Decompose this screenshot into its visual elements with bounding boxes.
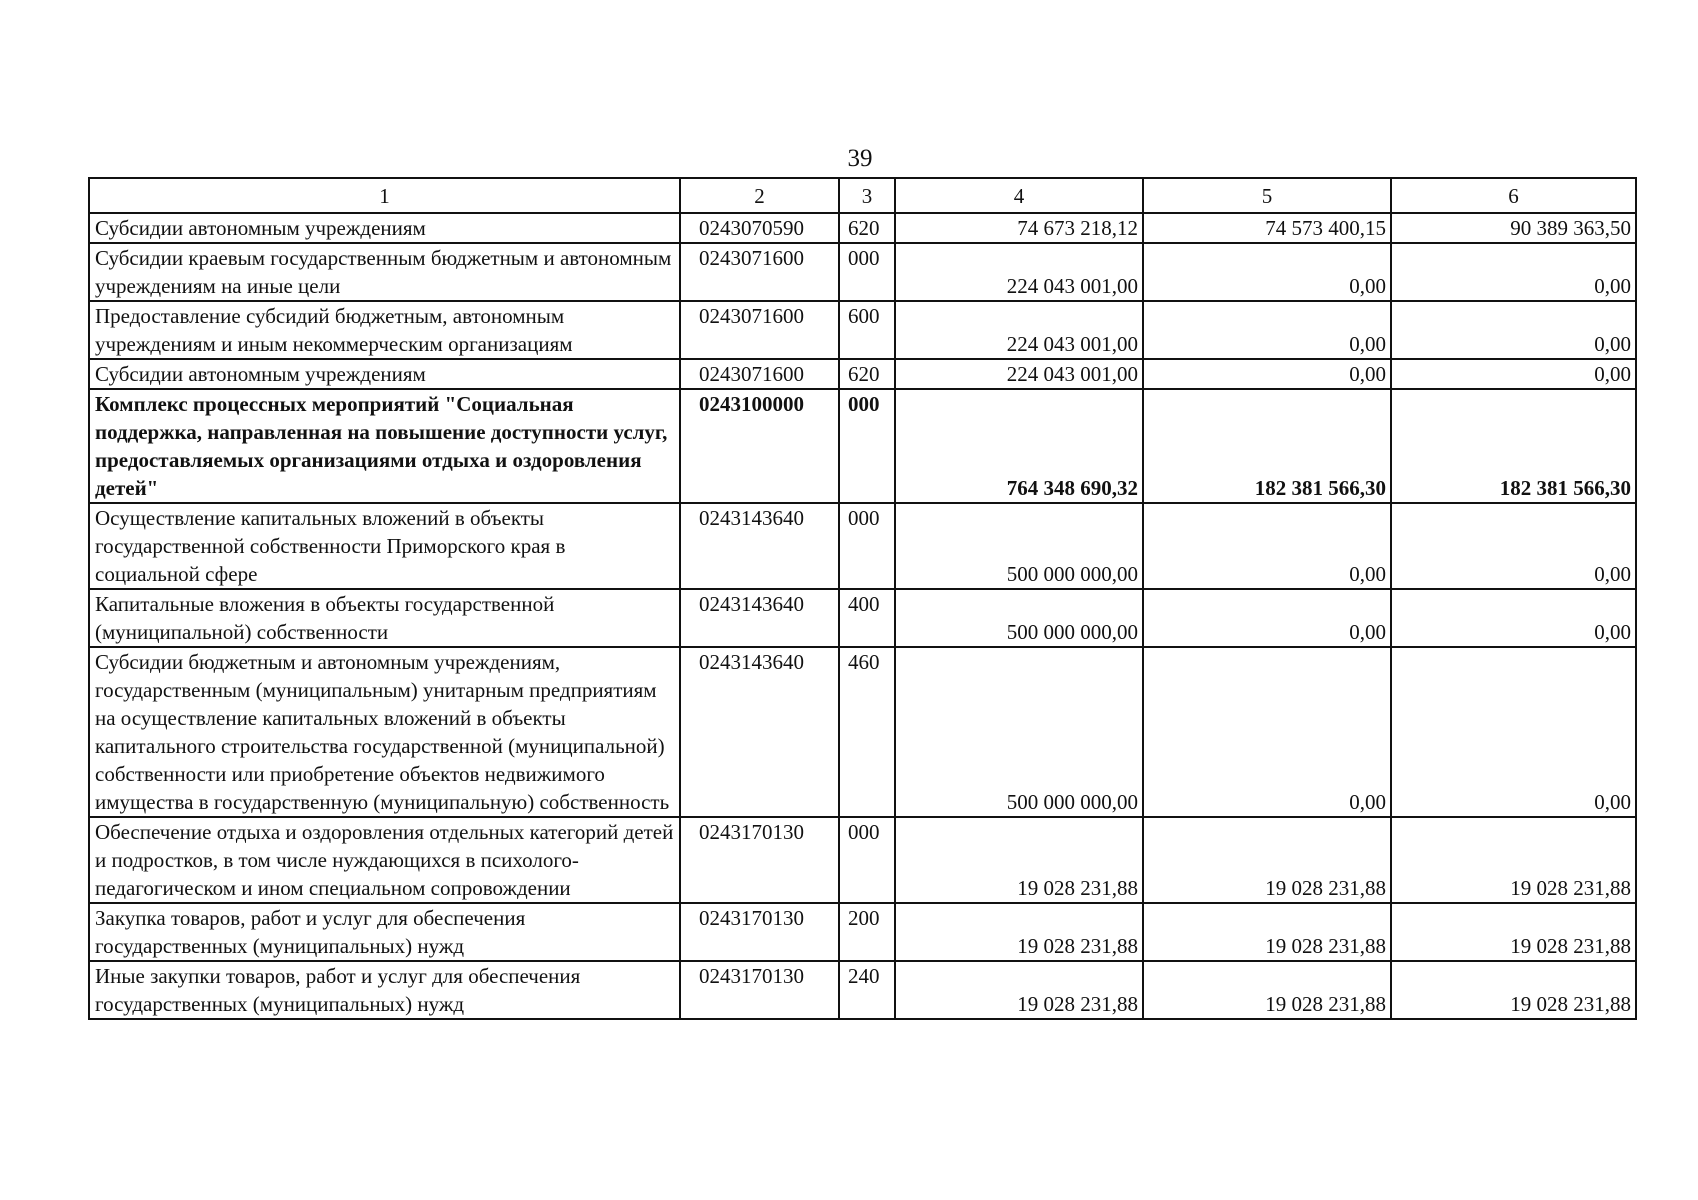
row-amount-col4: 500 000 000,00 xyxy=(895,503,1143,589)
row-expense-type-code: 620 xyxy=(839,359,895,389)
row-amount-col4: 19 028 231,88 xyxy=(895,903,1143,961)
table-row xyxy=(89,647,1636,817)
column-header-2: 2 xyxy=(680,178,839,213)
row-target-article-code: 0243071600 xyxy=(680,359,839,389)
row-amount-col5: 19 028 231,88 xyxy=(1143,961,1391,1019)
row-expense-type-code: 460 xyxy=(839,647,895,817)
table-row xyxy=(89,389,1636,503)
row-name: Капитальные вложения в объекты государственной (муниципальной) собственности xyxy=(89,589,680,647)
row-amount-col6: 19 028 231,88 xyxy=(1391,903,1636,961)
row-target-article-code: 0243070590 xyxy=(680,213,839,243)
row-target-article-code: 0243071600 xyxy=(680,243,839,301)
table-row xyxy=(89,359,1636,389)
row-target-article-code: 0243170130 xyxy=(680,903,839,961)
row-amount-col4: 224 043 001,00 xyxy=(895,243,1143,301)
table-row xyxy=(89,503,1636,589)
row-amount-col6: 0,00 xyxy=(1391,243,1636,301)
row-amount-col6: 19 028 231,88 xyxy=(1391,961,1636,1019)
row-expense-type-code: 240 xyxy=(839,961,895,1019)
row-name: Субсидии бюджетным и автономным учреждениям, государственным (муниципальным) унитарным предприятиям на осуществление капитальных вложений в объекты капитального строительства государственной (муниципальной) собственности или приобретение объектов недвижимого имущества в государственную (муниципальную) собственность xyxy=(89,647,680,817)
row-expense-type-code: 000 xyxy=(839,243,895,301)
row-amount-col6: 19 028 231,88 xyxy=(1391,817,1636,903)
row-name: Субсидии краевым государственным бюджетным и автономным учреждениям на иные цели xyxy=(89,243,680,301)
table-row xyxy=(89,243,1636,301)
column-header-3: 3 xyxy=(839,178,895,213)
table-row xyxy=(89,301,1636,359)
row-amount-col6: 182 381 566,30 xyxy=(1391,389,1636,503)
row-amount-col4: 224 043 001,00 xyxy=(895,301,1143,359)
row-expense-type-code: 000 xyxy=(839,389,895,503)
row-expense-type-code: 400 xyxy=(839,589,895,647)
row-amount-col5: 0,00 xyxy=(1143,359,1391,389)
row-expense-type-code: 620 xyxy=(839,213,895,243)
row-amount-col4: 500 000 000,00 xyxy=(895,589,1143,647)
row-amount-col6: 90 389 363,50 xyxy=(1391,213,1636,243)
column-header-1: 1 xyxy=(89,178,680,213)
row-target-article-code: 0243143640 xyxy=(680,589,839,647)
row-target-article-code: 0243170130 xyxy=(680,817,839,903)
row-amount-col5: 19 028 231,88 xyxy=(1143,817,1391,903)
row-name: Осуществление капитальных вложений в объекты государственной собственности Приморского края в социальной сфере xyxy=(89,503,680,589)
column-header-6: 6 xyxy=(1391,178,1636,213)
row-target-article-code: 0243071600 xyxy=(680,301,839,359)
row-amount-col4: 224 043 001,00 xyxy=(895,359,1143,389)
row-amount-col4: 19 028 231,88 xyxy=(895,961,1143,1019)
row-amount-col6: 0,00 xyxy=(1391,301,1636,359)
row-expense-type-code: 600 xyxy=(839,301,895,359)
row-target-article-code: 0243170130 xyxy=(680,961,839,1019)
table-row xyxy=(89,213,1636,243)
row-amount-col6: 0,00 xyxy=(1391,359,1636,389)
table-row xyxy=(89,961,1636,1019)
row-name: Закупка товаров, работ и услуг для обеспечения государственных (муниципальных) нужд xyxy=(89,903,680,961)
table-header-row xyxy=(89,178,1636,213)
row-amount-col5: 0,00 xyxy=(1143,243,1391,301)
row-amount-col5: 182 381 566,30 xyxy=(1143,389,1391,503)
row-expense-type-code: 000 xyxy=(839,503,895,589)
row-expense-type-code: 000 xyxy=(839,817,895,903)
table-row xyxy=(89,589,1636,647)
row-amount-col4: 500 000 000,00 xyxy=(895,647,1143,817)
column-header-4: 4 xyxy=(895,178,1143,213)
row-amount-col4: 74 673 218,12 xyxy=(895,213,1143,243)
row-target-article-code: 0243143640 xyxy=(680,503,839,589)
row-name: Комплекс процессных мероприятий "Социальная поддержка, направленная на повышение доступности услуг, предоставляемых организациями отдыха и оздоровления детей" xyxy=(89,389,680,503)
row-name: Предоставление субсидий бюджетным, автономным учреждениям и иным некоммерческим организациям xyxy=(89,301,680,359)
row-amount-col5: 74 573 400,15 xyxy=(1143,213,1391,243)
row-amount-col4: 19 028 231,88 xyxy=(895,817,1143,903)
row-target-article-code: 0243100000 xyxy=(680,389,839,503)
row-name: Субсидии автономным учреждениям xyxy=(89,213,680,243)
row-name: Иные закупки товаров, работ и услуг для обеспечения государственных (муниципальных) нужд xyxy=(89,961,680,1019)
row-amount-col5: 0,00 xyxy=(1143,647,1391,817)
row-amount-col5: 0,00 xyxy=(1143,301,1391,359)
row-amount-col5: 0,00 xyxy=(1143,589,1391,647)
row-expense-type-code: 200 xyxy=(839,903,895,961)
table-row xyxy=(89,903,1636,961)
row-amount-col4: 764 348 690,32 xyxy=(895,389,1143,503)
row-target-article-code: 0243143640 xyxy=(680,647,839,817)
table-row xyxy=(89,817,1636,903)
row-amount-col6: 0,00 xyxy=(1391,503,1636,589)
page-number: 39 xyxy=(847,145,873,172)
row-name: Субсидии автономным учреждениям xyxy=(89,359,680,389)
budget-table xyxy=(88,177,1637,1020)
row-amount-col6: 0,00 xyxy=(1391,647,1636,817)
row-amount-col5: 19 028 231,88 xyxy=(1143,903,1391,961)
table-body xyxy=(89,213,1636,1019)
row-amount-col5: 0,00 xyxy=(1143,503,1391,589)
row-amount-col6: 0,00 xyxy=(1391,589,1636,647)
row-name: Обеспечение отдыха и оздоровления отдельных категорий детей и подростков, в том числе нуждающихся в психолого-педагогическом и ином специальном сопровождении xyxy=(89,817,680,903)
column-header-5: 5 xyxy=(1143,178,1391,213)
